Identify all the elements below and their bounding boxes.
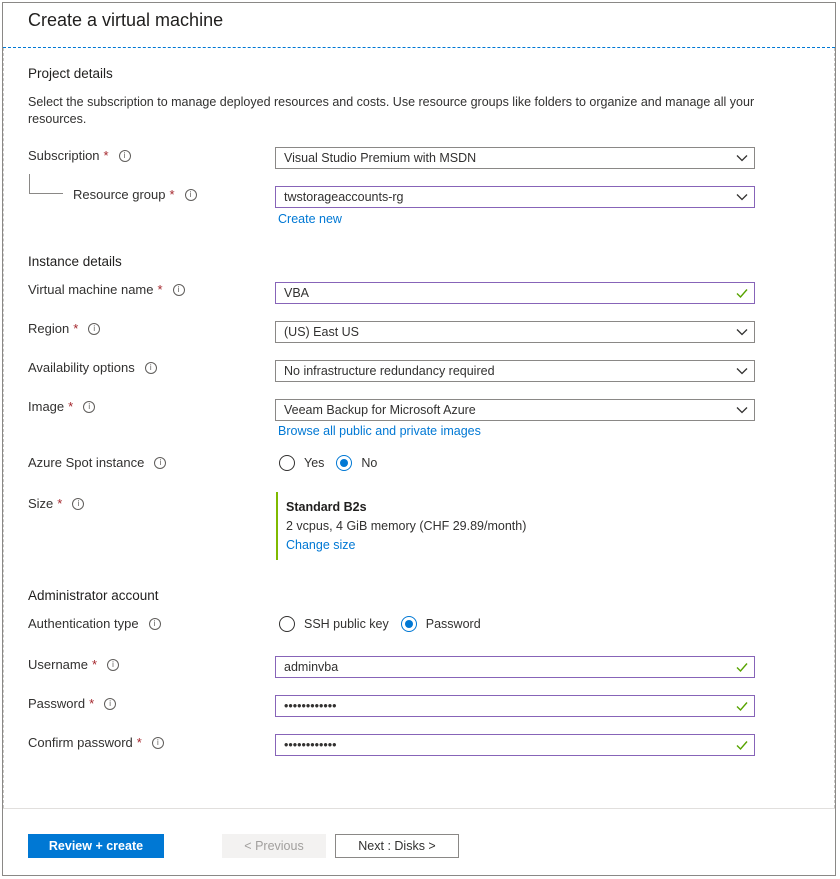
confirm-password-label-text: Confirm password	[28, 735, 133, 750]
auth-ssh-label: SSH public key	[304, 617, 389, 631]
checkmark-icon	[735, 699, 749, 713]
admin-account-heading: Administrator account	[28, 588, 159, 603]
required-marker: *	[103, 148, 109, 163]
availability-label-text: Availability options	[28, 360, 135, 375]
info-icon[interactable]: i	[173, 284, 185, 296]
tree-connector	[29, 174, 63, 194]
subscription-label	[28, 148, 131, 163]
size-name: Standard B2s	[286, 500, 367, 514]
scrollbar[interactable]	[834, 48, 835, 808]
info-icon[interactable]: i	[185, 189, 197, 201]
instance-details-heading: Instance details	[28, 254, 122, 269]
chevron-down-icon	[736, 365, 748, 377]
confirm-password-value: ••••••••••••	[284, 738, 337, 752]
size-label	[28, 496, 84, 511]
size-summary	[276, 492, 576, 560]
previous-button[interactable]: < Previous	[222, 834, 326, 858]
spot-instance-label	[28, 455, 166, 470]
region-label-text: Region	[28, 321, 70, 336]
info-icon[interactable]: i	[107, 659, 119, 671]
spot-yes-radio[interactable]	[279, 455, 295, 471]
project-details-description: Select the subscription to manage deployed resources and costs. Use resource groups like folders to organize and manage all your resources.	[28, 95, 755, 126]
vm-name-value: VBA	[284, 286, 310, 300]
region-dropdown[interactable]	[275, 321, 755, 343]
resource-group-label-text: Resource group	[73, 187, 166, 202]
auth-ssh-option[interactable]	[279, 616, 389, 632]
username-label-text: Username	[28, 657, 88, 672]
info-icon[interactable]: i	[83, 401, 95, 413]
vm-name-label	[28, 282, 185, 297]
project-details-heading: Project details	[28, 66, 113, 81]
username-value: adminvba	[284, 660, 339, 674]
spot-no-label: No	[361, 456, 378, 470]
region-label	[28, 321, 100, 336]
username-input[interactable]	[275, 656, 755, 678]
password-value: ••••••••••••	[284, 699, 337, 713]
spot-instance-radio-group	[279, 455, 389, 471]
required-marker: *	[157, 282, 163, 297]
image-value: Veeam Backup for Microsoft Azure	[284, 403, 476, 417]
username-label	[28, 657, 119, 672]
info-icon[interactable]: i	[154, 457, 166, 469]
resource-group-value: twstorageaccounts-rg	[284, 190, 404, 204]
subscription-dropdown[interactable]	[275, 147, 755, 169]
chevron-down-icon	[736, 404, 748, 416]
auth-type-label-text: Authentication type	[28, 616, 139, 631]
info-icon[interactable]: i	[145, 362, 157, 374]
info-icon[interactable]: i	[149, 618, 161, 630]
required-marker: *	[68, 399, 74, 414]
info-icon[interactable]: i	[88, 323, 100, 335]
checkmark-icon	[735, 286, 749, 300]
auth-password-option[interactable]	[401, 616, 481, 632]
subscription-value: Visual Studio Premium with MSDN	[284, 151, 477, 165]
image-dropdown[interactable]	[275, 399, 755, 421]
confirm-password-label	[28, 735, 164, 750]
confirm-password-input[interactable]	[275, 734, 755, 756]
checkmark-icon	[735, 738, 749, 752]
spot-instance-label-text: Azure Spot instance	[28, 455, 145, 470]
create-new-link[interactable]: Create new	[278, 212, 342, 226]
header-bar	[3, 3, 835, 48]
resource-group-dropdown[interactable]	[275, 186, 755, 208]
info-icon[interactable]: i	[152, 737, 164, 749]
auth-password-label: Password	[425, 617, 481, 631]
change-size-link[interactable]: Change size	[286, 538, 356, 552]
spot-no-option[interactable]	[336, 455, 377, 471]
required-marker: *	[136, 735, 142, 750]
availability-label	[28, 360, 157, 375]
image-label	[28, 399, 95, 414]
resource-group-label	[73, 187, 197, 202]
size-detail: 2 vcpus, 4 GiB memory (CHF 29.89/month)	[286, 519, 527, 533]
vm-name-label-text: Virtual machine name	[28, 282, 154, 297]
required-marker: *	[169, 187, 175, 202]
next-disks-button[interactable]: Next : Disks >	[335, 834, 459, 858]
password-input[interactable]	[275, 695, 755, 717]
availability-value: No infrastructure redundancy required	[284, 364, 495, 378]
vm-name-input[interactable]	[275, 282, 755, 304]
auth-password-radio[interactable]	[401, 616, 417, 632]
footer-divider	[3, 808, 835, 809]
auth-type-radio-group	[279, 616, 493, 632]
required-marker: *	[57, 496, 63, 511]
spot-yes-option[interactable]	[279, 455, 324, 471]
info-icon[interactable]: i	[104, 698, 116, 710]
checkmark-icon	[735, 660, 749, 674]
auth-type-label	[28, 616, 161, 631]
browse-images-link[interactable]: Browse all public and private images	[278, 424, 481, 438]
required-marker: *	[73, 321, 79, 336]
chevron-down-icon	[736, 152, 748, 164]
size-label-text: Size	[28, 496, 54, 511]
auth-ssh-radio[interactable]	[279, 616, 295, 632]
required-marker: *	[89, 696, 95, 711]
spot-no-radio[interactable]	[336, 455, 352, 471]
password-label-text: Password	[28, 696, 86, 711]
review-create-button[interactable]: Review + create	[28, 834, 164, 858]
info-icon[interactable]: i	[119, 150, 131, 162]
page-title: Create a virtual machine	[28, 10, 224, 30]
spot-yes-label: Yes	[304, 456, 325, 470]
availability-dropdown[interactable]	[275, 360, 755, 382]
required-marker: *	[91, 657, 98, 672]
image-label-text: Image	[28, 399, 65, 414]
subscription-label-text: Subscription	[28, 148, 100, 163]
chevron-down-icon	[736, 191, 748, 203]
chevron-down-icon	[736, 326, 748, 338]
info-icon[interactable]: i	[72, 498, 84, 510]
region-value: (US) East US	[284, 325, 360, 339]
password-label	[28, 696, 116, 711]
